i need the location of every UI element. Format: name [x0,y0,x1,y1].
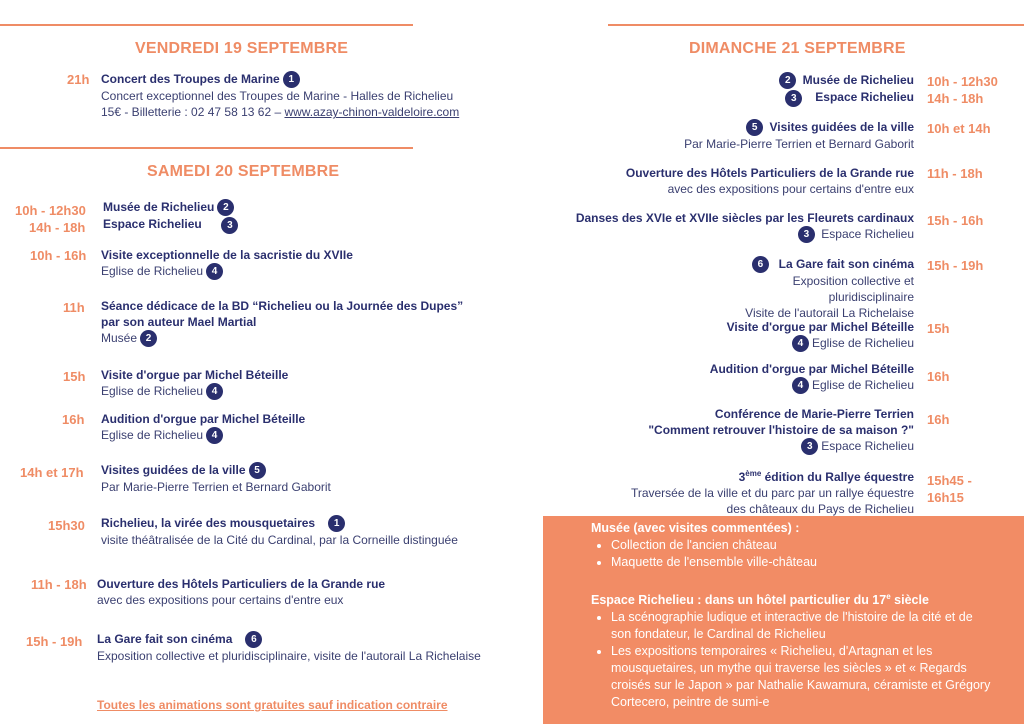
location-badge: 2 [217,199,234,216]
sunday-top-rule [608,24,1024,26]
list-item: • Maquette de l'ensemble ville-château [611,554,1024,571]
sunday-event-conference [648,406,914,455]
sunday-event-hotels [626,165,914,197]
event-description: Par Marie-Pierre Terrien et Bernard Gaborit [101,480,331,495]
event-title: Richelieu, la virée des mousquetaires [101,516,316,530]
espace-heading-text: Espace Richelieu : dans un hôtel particulier du 17 [591,593,887,608]
event-time: 11h - 18h [31,577,87,592]
event-time: 15h45 - [927,473,972,488]
event-title: La Gare fait son cinéma [778,257,914,271]
museum-heading: Musée (avec visites commentées) : [591,521,800,535]
location-badge: 4 [792,377,809,394]
saturday-title: SAMEDI 20 SEPTEMBRE [147,163,340,180]
saturday-event-sacristie [101,247,353,280]
sunday-event-visite-orgue [727,319,914,352]
event-title [739,470,914,484]
event-time: 14h et 17h [20,465,84,480]
event-time: 15h30 [48,518,85,533]
event-time: 15h [63,369,86,384]
location-badge: 5 [746,119,763,136]
event-time: 10h - 12h30 [927,74,998,89]
event-title: Visite exceptionnelle de la sacristie du XVIIe [101,248,353,262]
event-time: 15h - 19h [927,258,984,273]
event-time: 10h - 12h30 [15,203,86,218]
event-time: 15h [927,321,950,336]
event-title: Séance dédicace de la BD “Richelieu ou la Journée des Dupes” [101,299,464,313]
saturday-event-audition-orgue [101,411,305,444]
event-title: Visite d'orgue par Michel Béteille [726,320,914,334]
event-time: 10h - 16h [30,248,87,263]
location-badge: 3 [221,217,238,234]
event-time: 14h - 18h [927,91,984,106]
event-description: des châteaux du Pays de Richelieu [726,502,914,516]
event-time: 11h - 18h [927,166,983,181]
event-title: Danses des XVIe et XVIIe siècles par les Fleurets cardinaux [575,211,914,225]
event-title: Espace Richelieu [103,217,202,232]
ticket-link[interactable]: www.azay-chinon-valdeloire.com [284,105,460,120]
saturday-event-visite-orgue [101,367,288,400]
location-badge: 1 [328,515,345,532]
sunday-event-audition-orgue [710,361,914,394]
event-title: Audition d'orgue par Michel Béteille [101,412,306,426]
friday-title: VENDREDI 19 SEPTEMBRE [135,40,349,57]
sunday-event-gare [745,256,914,321]
espace-heading [591,588,1024,609]
event-description: Concert exceptionnel des Troupes de Marine - Halles de Richelieu [101,89,454,104]
saturday-event-gare [97,631,481,664]
sunday-title: DIMANCHE 21 SEPTEMBRE [689,40,906,57]
location-badge: 4 [792,335,809,352]
event-time: 15h - 16h [927,213,984,228]
event-title: Musée de Richelieu [103,200,215,214]
event-location: Eglise de Richelieu [101,384,204,398]
event-description: Exposition collective et pluridisciplinaire, visite de l'autorail La Richelaise [97,649,481,664]
saturday-top-rule [0,147,413,149]
location-badge: 4 [206,263,223,280]
ticket-info: 15€ - Billetterie : 02 47 58 13 62 – [101,105,285,120]
saturday-event-visites-guidees [101,462,331,495]
location-badge: 1 [283,71,300,88]
museum-list [611,537,1024,571]
event-location: Eglise de Richelieu [101,428,204,442]
edition-title: édition du Rallye équestre [761,470,914,484]
event-title: Conférence de Marie-Pierre Terrien [714,407,914,421]
saturday-event-hotels [97,576,385,608]
location-badge: 3 [798,226,815,243]
sunday-event-visites-guidees [684,119,914,152]
friday-top-rule [0,24,413,26]
location-badge: 4 [206,383,223,400]
sunday-event-rallye [631,466,914,517]
event-title: Ouverture des Hôtels Particuliers de la Grande rue [625,166,914,180]
location-badge: 4 [206,427,223,444]
sunday-event-museum-espace [776,72,914,107]
event-title: Musée de Richelieu [802,73,914,87]
espace-list [611,609,991,711]
espace-heading-sup: e [886,592,891,601]
event-title: Audition d'orgue par Michel Béteille [709,362,914,376]
event-description: visite théâtralisée de la Cité du Cardinal, par la Corneille distinguée [101,533,458,548]
friday-event-concert [101,71,459,120]
event-location: Eglise de Richelieu [101,264,204,278]
event-time: 15h - 19h [26,634,83,649]
event-description: Visite de l'autorail La Richelaise [745,306,914,321]
location-badge: 6 [245,631,262,648]
saturday-event-mousquetaires [101,515,458,548]
event-time: 16h [62,412,85,427]
event-title: Visites guidées de la ville [101,463,246,477]
event-description: avec des expositions pour certains d'entre eux [667,182,914,196]
event-time: 11h [63,300,85,315]
event-time: 16h15 [927,490,964,505]
list-item: • Collection de l'ancien château [611,537,1024,554]
event-description: Traversée de la ville et du parc par un rallye équestre [630,486,914,500]
event-location: Eglise de Richelieu [811,378,914,392]
location-badge: 5 [249,462,266,479]
location-badge: 2 [140,330,157,347]
list-item: • Les expositions temporaires « Richelieu, d'Artagnan et les mousquetaires, un mythe qui traverse les siècles » et « Regards croisés sur le Japon » par Nathalie Kawamura, céramiste et Grégory Cortecero, peintre de sumi-e [611,643,991,711]
event-time: 14h - 18h [29,220,86,235]
location-badge: 3 [785,90,802,107]
event-description: Par Marie-Pierre Terrien et Bernard Gaborit [684,137,914,152]
event-title: La Gare fait son cinéma [97,632,233,646]
event-title: par son auteur Mael Martial [101,315,257,329]
event-title: Concert des Troupes de Marine [101,72,280,86]
location-badge: 2 [779,72,796,89]
event-location: Espace Richelieu [821,227,914,241]
event-title: Visites guidées de la ville [769,120,914,134]
event-time: 10h et 14h [927,121,991,136]
free-events-note: Toutes les animations sont gratuites sauf indication contraire [97,698,448,712]
event-time: 16h [927,412,950,427]
edition-number: 3 [738,470,746,484]
saturday-event-dedicace [101,298,463,347]
event-time: 16h [927,369,950,384]
event-location: Espace Richelieu [821,439,914,453]
list-item: • La scénographie ludique et interactive de l'histoire de la cité et de son fondateur, le Cardinal de Richelieu [611,609,991,643]
event-title: Ouverture des Hôtels Particuliers de la Grande rue [97,577,386,591]
saturday-event-museum-espace [103,199,241,234]
location-badge: 3 [801,438,818,455]
event-description: pluridisciplinaire [828,290,914,305]
spacer [591,571,1024,588]
edition-suffix: ème [745,469,762,478]
event-title: "Comment retrouver l'histoire de sa maison ?" [648,423,914,437]
event-description: Exposition collective et [792,274,914,289]
sunday-event-danses [576,210,914,243]
info-box [543,516,1024,724]
event-description: avec des expositions pour certains d'entre eux [97,593,344,607]
espace-heading-suffix: siècle [890,593,929,608]
event-time: 21h [67,72,90,87]
event-location: Musée [101,331,138,345]
location-badge: 6 [752,256,769,273]
event-title: Espace Richelieu [815,90,914,105]
event-location: Eglise de Richelieu [811,336,914,350]
event-title: Visite d'orgue par Michel Béteille [101,368,289,382]
